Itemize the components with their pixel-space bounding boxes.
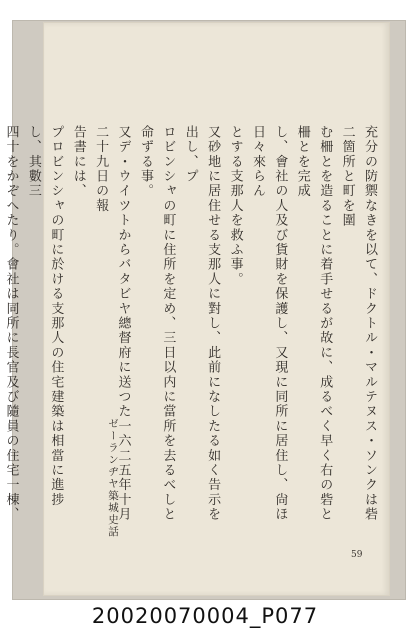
- page-number: 59: [351, 550, 363, 560]
- archive-id-caption: 20020070004_P077: [91, 604, 319, 628]
- running-title: ゼーランヂヤ築城史話: [107, 418, 119, 538]
- document-frame: [3, 20, 406, 600]
- text-column: 四十をかぞへたり。會社は同所に長官及び隨員の住宅一棟、: [3, 125, 19, 522]
- book-page: [3, 23, 389, 595]
- text-column: プロビンシャの町に於ける支那人の住宅建築は相當に進捗し、其數三: [25, 125, 64, 508]
- text-column: とする支那人を救ふ事。: [227, 125, 243, 287]
- text-column: 充分の防禦なきを以て、ドクトル・マルテヌス・ソンクは砦二箇所と町を圍: [339, 125, 377, 522]
- text-column: む柵とを造ることに着手せるが故に、成るべく早く右の砦と柵とを完成: [294, 125, 333, 522]
- text-column: 告書には、: [70, 125, 86, 199]
- text-column: 又デ・ウイツトからバタビヤ總督府に送つた一六二五年十月二十九日の報: [93, 125, 131, 522]
- text-column: し、會社の人及び貨財を保護し、又現に同所に居住し、尙ほ日々來らん: [249, 125, 288, 522]
- text-column: 又砂地に居住せる支那人に對し、此前になしたる如く告示を出し、プ: [182, 125, 221, 522]
- text-column: ロビンシャの町に住所を定め、三日以内に當所を去るべしと命ずる事。: [137, 125, 176, 522]
